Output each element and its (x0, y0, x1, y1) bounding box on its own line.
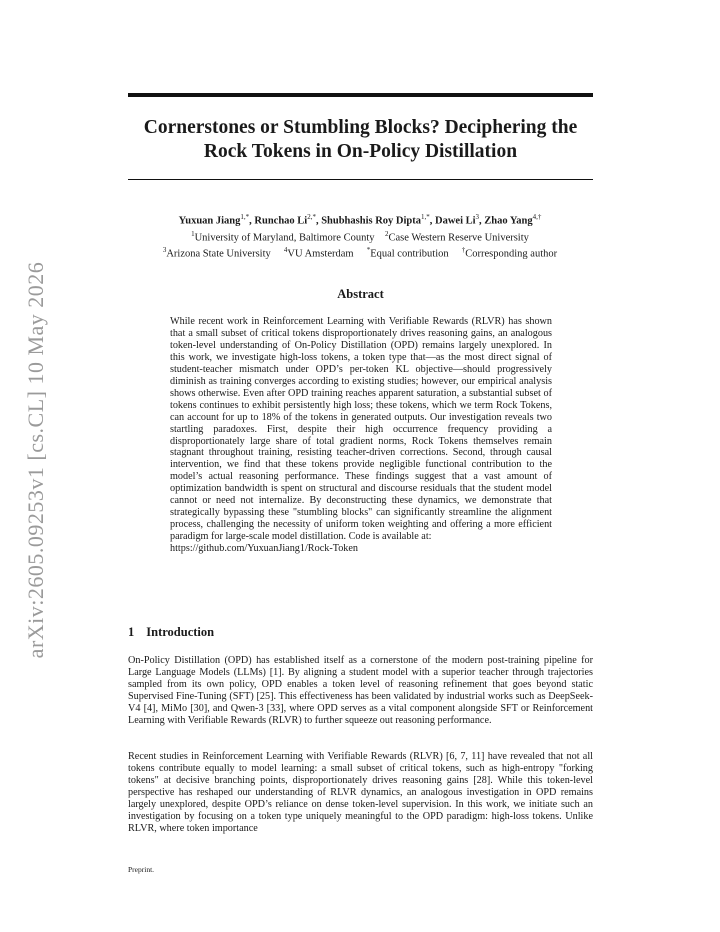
abstract-body (170, 316, 552, 555)
abstract-heading: Abstract (337, 287, 384, 301)
title-bottom-rule (128, 179, 593, 180)
affiliation-line (110, 244, 610, 261)
affiliation-mark: * (366, 246, 371, 254)
author-name: Dawei Li (435, 215, 476, 227)
author-mark: 4,† (532, 213, 542, 221)
author-name: Zhao Yang (484, 215, 533, 227)
title-top-rule (128, 93, 593, 97)
author-name: Runchao Li (254, 215, 308, 227)
author-mark: 1,* (240, 213, 250, 221)
affiliation-mark: † (461, 246, 466, 254)
arxiv-identifier-text: arXiv:2605.09253v1 [cs.CL] 10 May 2026 (23, 261, 48, 659)
affiliation-text: Case Western Reserve University (388, 232, 529, 243)
affiliation-text: Arizona State University (166, 248, 271, 260)
author-name: Yuxuan Jiang (178, 215, 241, 227)
affiliation-text: Equal contribution (370, 248, 449, 260)
affiliation-mark: 2 (385, 229, 389, 238)
section-title: Introduction (146, 625, 215, 639)
section-number: 1 (128, 625, 135, 639)
affiliation-mark: 1 (191, 229, 195, 238)
footer-note: Preprint. (128, 865, 155, 874)
section-heading-introduction (128, 625, 214, 640)
author-mark: 3 (475, 213, 480, 221)
affiliation-mark: 3 (162, 246, 167, 254)
code-url-link[interactable]: https://github.com/YuxuanJiang1/Rock-Token (170, 543, 359, 555)
affiliation-text: University of Maryland, Baltimore County (194, 232, 375, 243)
affiliation-line (110, 228, 610, 245)
affiliation-mark: 4 (283, 246, 288, 254)
intro-paragraph: On-Policy Distillation (OPD) has established itself as a cornerstone of the modern post-training pipeline for Large Language Models (LLMs) [1]. By aligning a student model with a superior teacher through trajectories sampled from its own policy, OPD enables a token level of reasoning refinement that goes beyond static Supervised Fine-Tuning (SFT) [25]. This effectiveness has been validated by industrial works such as DeepSeek-V4 [4], MiMo [30], and Qwen-3 [33], where OPD serves as a vital component alongside SFT or Reinforcement Learning with Verifiable Rewards (RLVR) to further squeeze out reasoning performance. (128, 655, 593, 726)
affiliation-text: VU Amsterdam (287, 248, 354, 260)
paper-title: Cornerstones or Stumbling Blocks? Deciphering the Rock Tokens in On-Policy Distillation (143, 117, 578, 162)
author-mark: 2,* (307, 213, 316, 221)
intro-paragraph: Recent studies in Reinforcement Learning with Verifiable Rewards (RLVR) [6, 7, 11] have revealed that not all tokens contribute equally to model learning: a small subset of critical tokens, such as high-entropy "forking tokens" at decisive branching points, disproportionately drives reasoning gains [28]. While this token-level perspective has reshaped our understanding of RLVR dynamics, an analogous investigation in OPD remains largely unexplored, despite OPD’s reliance on dense token-level supervision. In this work, we initiate such an investigation by focusing on a token type uniquely meaningful to the OPD paradigm: high-loss tokens. Unlike RLVR, where token importance (128, 751, 593, 834)
author-names: Yuxuan Jiang$^{1,*}$, Runchao $Li^{2,*}$, Shubhashis Roy Dipta$^{1,*}$, Dawei Li$^3$, Zhao Yang$^{4,\dagger}$ (178, 213, 542, 227)
affiliation-text: Corresponding author (465, 248, 558, 260)
abstract-text: While recent work in Reinforcement Learning with Verifiable Rewards (RLVR) has shown that a small subset of critical tokens disproportionately drives reasoning gains, an analogous token-level understanding of On-Policy Distillation (OPD) remains largely unexplored. In this work, we investigate high-loss tokens, a token type that—as the most direct signal of student-teacher mismatch under OPD’s per-token KL objective—should progressively diminish as training converges according to existing studies; however, our empirical analysis shows otherwise. Even after OPD training reaches apparent saturation, a substantial subset of tokens continues to exhibit persistently high loss; these tokens, which we term Rock Tokens, can account for up to 18% of the tokens in generated outputs. Our investigation reveals two startling paradoxes. First, despite their high occurrence frequency providing a disproportionately large share of total gradient norms, Rock Tokens themselves remain stagnant throughout training, resisting teacher-driven corrections. Second, through causal intervention, we find that these tokens provide negligible functional contribution to the model’s actual reasoning performance. These findings suggest that a vast amount of optimization bandwidth is spent on structural and discourse residuals that the student model cannot or need not internalize. By deconstructing these dynamics, we demonstrate that strategically bypassing these "stumbling blocks" can significantly streamline the alignment process, challenging the necessity of uniform token weighting and offering a more efficient paradigm for large-scale model distillation. Code is available at: (170, 316, 552, 543)
arxiv-identifier (14, 250, 58, 670)
author-block (110, 211, 610, 261)
author-mark: 1,* (421, 213, 430, 221)
author-name: Shubhashis Roy Dipta (321, 215, 421, 227)
